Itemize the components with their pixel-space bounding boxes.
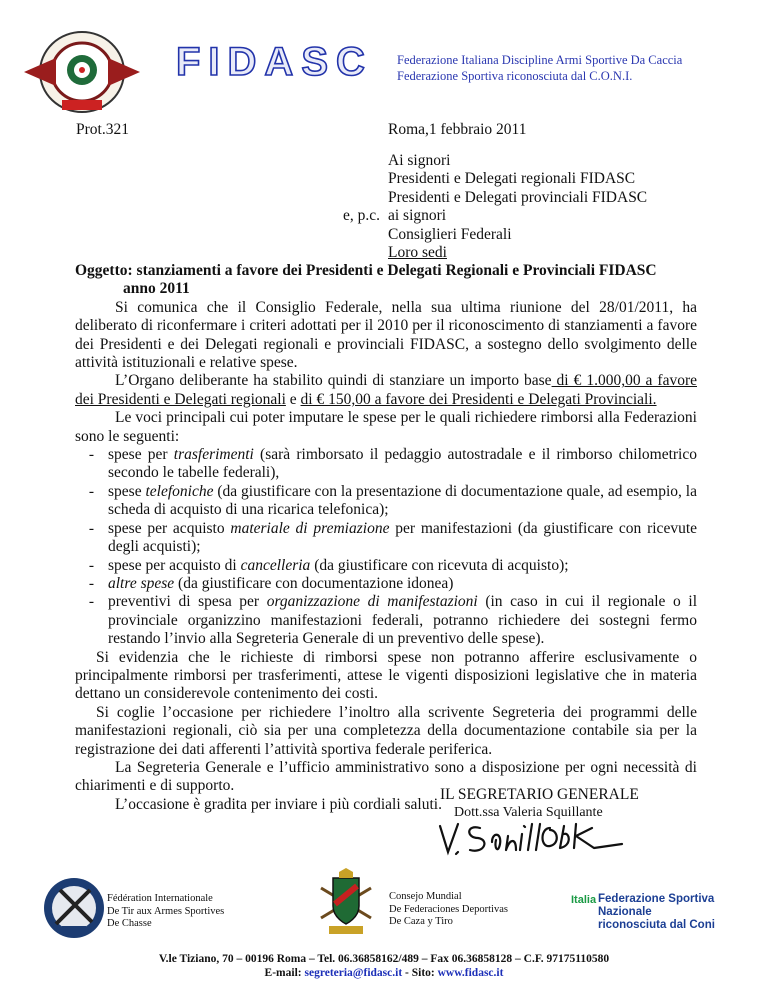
signer-name: Dott.ssa Valeria Squillante [454, 805, 603, 820]
handwritten-signature [436, 818, 626, 858]
paragraph: Si evidenzia che le richieste di rimborsi spese non potranno afferire esclusivamente o principalmente rimborsi per trasferimenti, attese le vigenti disposizioni legislative che in materia dettano un considerevole contenimento dei costi. [75, 648, 697, 703]
website-link[interactable]: www.fidasc.it [437, 967, 504, 979]
recipients-block [388, 152, 647, 262]
coni-recognition [598, 893, 768, 932]
consejo-mundial-text [389, 891, 508, 929]
list-item: - altre spese (da giustificare con documentazione idonea) [88, 574, 454, 592]
federation-line-1: Federazione Italiana Discipline Armi Sportive Da Caccia [397, 53, 683, 67]
site-label: - Sito: [402, 967, 438, 979]
text-span: e [285, 390, 301, 408]
highlight-amount: di € 150,00 a favore dei Presidenti e Delegati Provinciali. [300, 390, 657, 408]
paragraph: Si comunica che il Consiglio Federale, nella sua ultima riunione del 28/01/2011, ha deliberato di riconfermare i criteri adottati per il 2010 per il riconoscimento di stanziamenti a favore dei Presidenti e dei Delegati regionali e provinciali FIDASC, a sostegno dello svolgimento delle attività istituzionali e relative spese. [75, 298, 697, 372]
fitasc-text [107, 893, 224, 931]
fitasc-logo-icon [42, 876, 106, 940]
list-item: - spese telefoniche (da giustificare con la presentazione di documentazione quale, ad esempio, la scheda di acquisto di una ricarica telefonica); [88, 482, 697, 519]
fitasc-line: De Chasse [107, 918, 152, 929]
letter-date: Roma,1 febbraio 2011 [388, 121, 527, 138]
paragraph [75, 372, 697, 409]
fitasc-line: Fédération Internationale [107, 893, 213, 904]
recipient-line: ai signori [388, 207, 447, 225]
contact-line [0, 966, 768, 980]
recipient-line: Ai signori [388, 152, 451, 169]
recipient-line: Consiglieri Federali [388, 225, 512, 243]
highlight-amount: di € 1.000,00 a favore dei Presidenti e Delegati regionali [75, 372, 697, 408]
coni-line: Federazione Sportiva Nazionale [598, 893, 715, 918]
cm-line: Consejo Mundial [389, 891, 462, 902]
address-line: V.le Tiziano, 70 – 00196 Roma – Tel. 06.36858162/489 – Fax 06.36858128 – C.F. 97175110580 [158, 953, 610, 965]
federation-line-2: Federazione Sportiva riconosciuta dal C.O.N.I. [397, 69, 633, 83]
subject-line-2: anno 2011 [123, 280, 190, 298]
fitasc-line: De Tir aux Armes Sportives [107, 905, 225, 917]
list-item: - spese per trasferimenti (sarà rimborsato il pedaggio autostradale e il rimborso chilometrico secondo le tabelle federali), [88, 446, 697, 482]
list-item: - spese per acquisto materiale di premiazione per manifestazioni (da giustificare con ricevute degli acquisti); [88, 519, 698, 556]
email-label: E-mail: [264, 967, 305, 979]
consejo-mundial-crest-icon [313, 868, 379, 938]
list-item: - spese per acquisto di cancelleria (da giustificare con ricevuta di acquisto); [88, 556, 569, 574]
footer-address [0, 952, 768, 980]
recipient-line: Loro sedi [388, 244, 447, 262]
coni-italia-label: Italia [571, 894, 597, 906]
text-span: L’Organo deliberante ha stabilito quindi di stanziare un importo base [115, 372, 552, 390]
email-link[interactable]: segreteria@fidasc.it [304, 967, 403, 979]
paragraph: Si coglie l’occasione per richiedere l’inoltro alla scrivente Segreteria dei programmi delle manifestazioni regionali, ciò sia per una completezza della documentazione contabile sia per la registrazione dei dati afferenti l’attività sportiva federale periferica. [75, 703, 697, 758]
paragraph: La Segreteria Generale e l’ufficio amministrativo sono a disposizione per ogni necessità di chiarimenti e di supporto. [75, 758, 697, 795]
fidasc-seal-icon [22, 28, 142, 116]
fidasc-wordmark: FIDASC [176, 40, 373, 84]
federation-name [397, 52, 682, 84]
list-item: - preventivi di spesa per organizzazione di manifestazioni (in caso in cui il regionale o il provinciale organizzino manifestazioni federali, potranno richiedere dei sostegni fermo restando l’invio alla Segreteria Generale di un preventivo delle spese). [88, 593, 698, 648]
protocol-number: Prot.321 [76, 121, 129, 138]
subject-line: Oggetto: stanziamenti a favore dei Presidenti e Delegati Regionali e Provinciali FIDASC [75, 262, 657, 279]
recipient-line: Presidenti e Delegati provinciali FIDASC [388, 188, 648, 206]
cm-line: De Federaciones Deportivas [389, 903, 508, 915]
coni-line: riconosciuta dal Coni [598, 919, 715, 931]
letter-body [75, 262, 697, 814]
paragraph: Le voci principali cui poter imputare le spese per le quali richiedere rimborsi alla Federazioni sono le seguenti: [75, 409, 697, 445]
cm-line: De Caza y Tiro [389, 916, 453, 927]
pc-label: e, p.c. [343, 207, 381, 224]
signer-title: IL SEGRETARIO GENERALE [440, 786, 639, 803]
paragraph: L’occasione è gradita per inviare i più cordiali saluti. [115, 795, 442, 813]
recipient-line: Presidenti e Delegati regionali FIDASC [388, 170, 636, 188]
